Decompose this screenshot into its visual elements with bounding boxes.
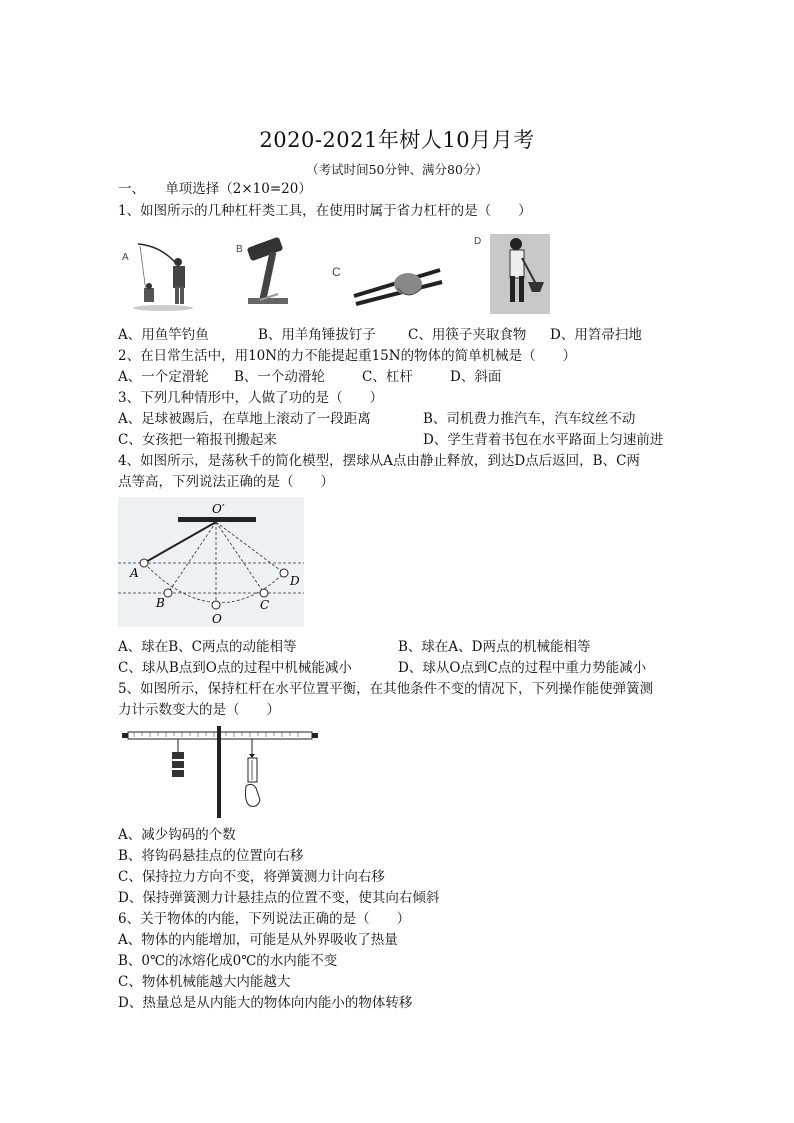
q5-option-b: B、将钩码悬挂点的位置向右移: [118, 848, 304, 864]
q3-option-a: A、足球被踢后，在草地上滚动了一段距离: [118, 411, 371, 427]
q1-option-b: B、用羊角锤拔钉子: [258, 327, 376, 343]
q4-label-c: C: [260, 598, 270, 612]
q5-stem-line1: 5、如图所示，保持杠杆在水平位置平衡，在其他条件不变的情况下，下列操作能使弹簧测: [118, 681, 654, 697]
q4-option-c: C、球从B点到O点的过程中机械能减小: [118, 660, 352, 676]
q1-option-d: D、用笤帚扫地: [550, 327, 642, 343]
q4-label-b: B: [156, 596, 165, 610]
q5-lever-figure: [118, 724, 318, 820]
q6-option-c: C、物体机械能越大内能越大: [118, 974, 291, 990]
q6-option-d: D、热量总是从内能大的物体向内能小的物体转移: [118, 995, 413, 1011]
q2-option-a: A、一个定滑轮: [118, 369, 209, 385]
q4-option-b: B、球在A、D两点的机械能相等: [398, 639, 591, 655]
q6-option-b: B、0℃的冰熔化成0℃的水内能不变: [118, 953, 338, 969]
q1-figure: [118, 228, 558, 322]
exam-subtitle: （考试时间50分钟、满分80分）: [306, 162, 488, 177]
q3-option-b: B、司机费力推汽车，汽车纹丝不动: [423, 411, 636, 427]
q3-option-c: C、女孩把一箱报刊搬起来: [118, 432, 277, 448]
fishing-rod-image: [133, 244, 193, 311]
q2-option-d: D、斜面: [450, 369, 502, 385]
q4-stem-line2: 点等高，下列说法正确的是（ ）: [118, 474, 334, 490]
q1-fig-label-d: D: [474, 236, 482, 247]
q2-option-b: B、一个动滑轮: [234, 369, 325, 385]
q1-option-a: A、用鱼竿钓鱼: [118, 327, 209, 343]
q6-stem: 6、关于物体的内能，下列说法正确的是（ ）: [118, 911, 411, 927]
q1-fig-label-b: B: [236, 244, 243, 255]
broom-image: [490, 234, 550, 314]
chopsticks-image: [354, 270, 442, 304]
q4-option-a: A、球在B、C两点的动能相等: [118, 639, 297, 655]
q4-label-d: D: [290, 574, 300, 588]
q5-option-a: A、减少钩码的个数: [118, 827, 236, 843]
q1-fig-label-a: A: [122, 252, 129, 263]
q1-stem: 1、如图所示的几种杠杆类工具，在使用时属于省力杠杆的是（ ）: [118, 203, 532, 219]
q4-label-o-prime: O′: [212, 502, 225, 516]
q6-option-a: A、物体的内能增加，可能是从外界吸收了热量: [118, 932, 398, 948]
q5-option-d: D、保持弹簧测力计悬挂点的位置不变，使其向右倾斜: [118, 890, 440, 906]
q4-label-o: O: [212, 612, 222, 626]
q3-stem: 3、下列几种情形中，人做了功的是（ ）: [118, 390, 384, 406]
section-heading: 一、 单项选择（2×10=20）: [118, 181, 312, 197]
q4-option-d: D、球从O点到C点的过程中重力势能减小: [398, 660, 647, 676]
exam-title: 2020-2021年树人10月月考: [259, 128, 535, 152]
q4-pendulum-figure: [118, 497, 304, 627]
q2-option-c: C、杠杆: [362, 369, 413, 385]
q2-stem: 2、在日常生活中，用10N的力不能提起重15N的物体的简单机械是（ ）: [118, 348, 577, 364]
q4-label-a: A: [130, 566, 139, 580]
q3-option-d: D、学生背着书包在水平路面上匀速前进: [423, 432, 664, 448]
q1-fig-label-c: C: [332, 265, 341, 279]
claw-hammer-image: [247, 237, 288, 304]
q5-option-c: C、保持拉力方向不变，将弹簧测力计向右移: [118, 869, 385, 885]
q1-option-c: C、用筷子夹取食物: [408, 327, 527, 343]
q4-stem-line1: 4、如图所示，是荡秋千的简化模型，摆球从A点由静止释放，到达D点后返回，B、C两: [118, 453, 640, 469]
q5-stem-line2: 力计示数变大的是（ ）: [118, 702, 280, 718]
